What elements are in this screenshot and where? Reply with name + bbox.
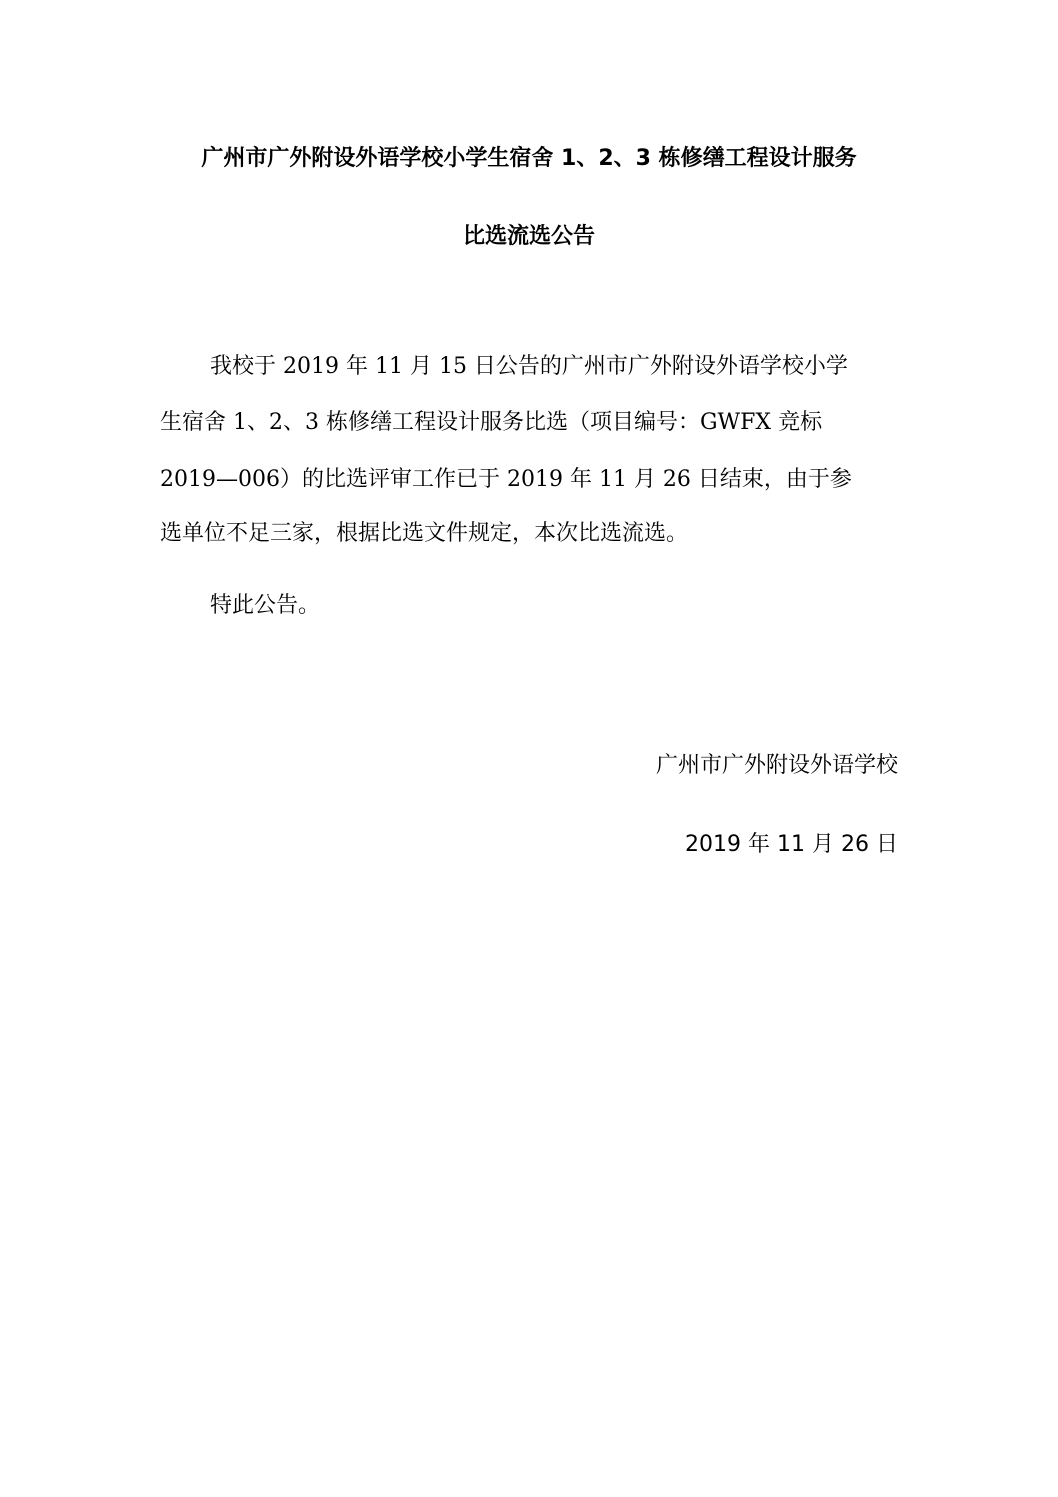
body-line-3: 2019—006）的比选评审工作已于 2019 年 11 月 26 日结束，由于参 <box>160 467 852 492</box>
body-line-4: 选单位不足三家，根据比选文件规定，本次比选流选。 <box>160 521 689 546</box>
document-title-line-2: 比选流选公告 <box>462 224 595 249</box>
signature-date: 2019 年 11 月 26 日 <box>685 832 898 857</box>
body-line-1: 我校于 2019 年 11 月 15 日公告的广州市广外附设外语学校小学 <box>210 354 848 379</box>
document-title-line-1: 广州市广外附设外语学校小学生宿舍 1、2、3 栋修缮工程设计服务 <box>201 146 857 171</box>
signature-organization: 广州市广外附设外语学校 <box>655 753 898 778</box>
body-line-2: 生宿舍 1、2、3 栋修缮工程设计服务比选（项目编号：GWFX 竞标 <box>160 410 823 435</box>
closing-statement: 特此公告。 <box>210 593 321 618</box>
